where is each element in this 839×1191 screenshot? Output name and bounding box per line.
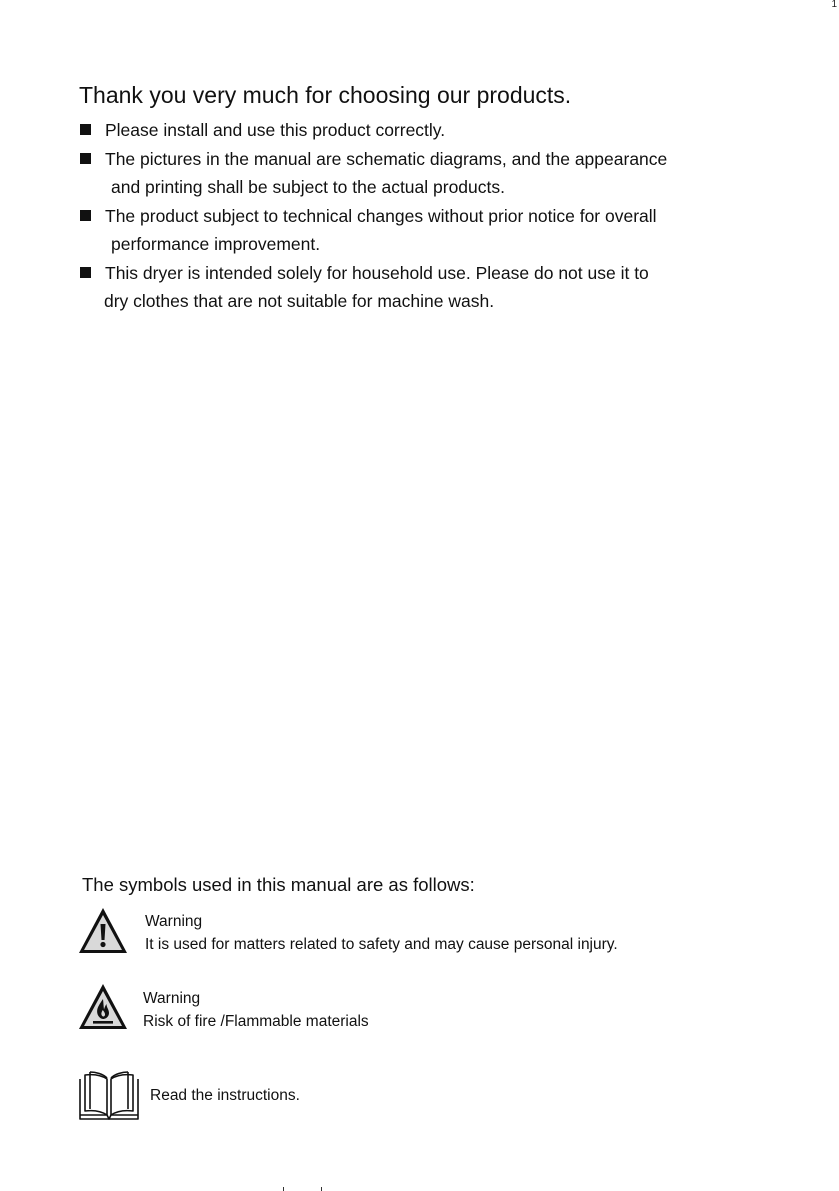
notice-item xyxy=(80,202,780,259)
page-heading: Thank you very much for choosing our products. xyxy=(79,82,572,108)
square-bullet-icon xyxy=(80,210,91,221)
book-icon xyxy=(78,1069,140,1121)
symbol-title: Warning xyxy=(143,990,201,1007)
symbols-title: The symbols used in this manual are as follows: xyxy=(82,874,475,895)
notice-item xyxy=(80,145,780,202)
warning-triangle-icon xyxy=(78,907,128,955)
notice-text: performance improvement. xyxy=(111,234,321,254)
page-corner-mark: 1 xyxy=(831,0,837,10)
notice-text: dry clothes that are not suitable for machine wash. xyxy=(104,291,495,311)
notice-list xyxy=(80,116,780,316)
symbol-description: Risk of fire /Flammable materials xyxy=(143,1013,369,1030)
notice-text: This dryer is intended solely for household use. Please do not use it to xyxy=(105,262,649,283)
notice-item xyxy=(80,116,780,145)
notice-text: Please install and use this product correctly. xyxy=(105,120,446,140)
square-bullet-icon xyxy=(80,267,91,278)
fire-warning-icon xyxy=(78,983,128,1031)
symbol-description: Read the instructions. xyxy=(150,1087,300,1104)
notice-item xyxy=(80,259,780,316)
square-bullet-icon xyxy=(80,153,91,164)
notice-text: The pictures in the manual are schematic diagrams, and the appearance xyxy=(105,148,668,169)
square-bullet-icon xyxy=(80,124,91,135)
notice-text: and printing shall be subject to the actual products. xyxy=(111,177,505,197)
crop-mark xyxy=(321,1187,322,1191)
notice-text: The product subject to technical changes without prior notice for overall xyxy=(105,205,657,226)
symbol-description: It is used for matters related to safety and may cause personal injury. xyxy=(145,936,618,953)
symbol-title: Warning xyxy=(145,913,203,930)
crop-mark xyxy=(283,1187,284,1191)
